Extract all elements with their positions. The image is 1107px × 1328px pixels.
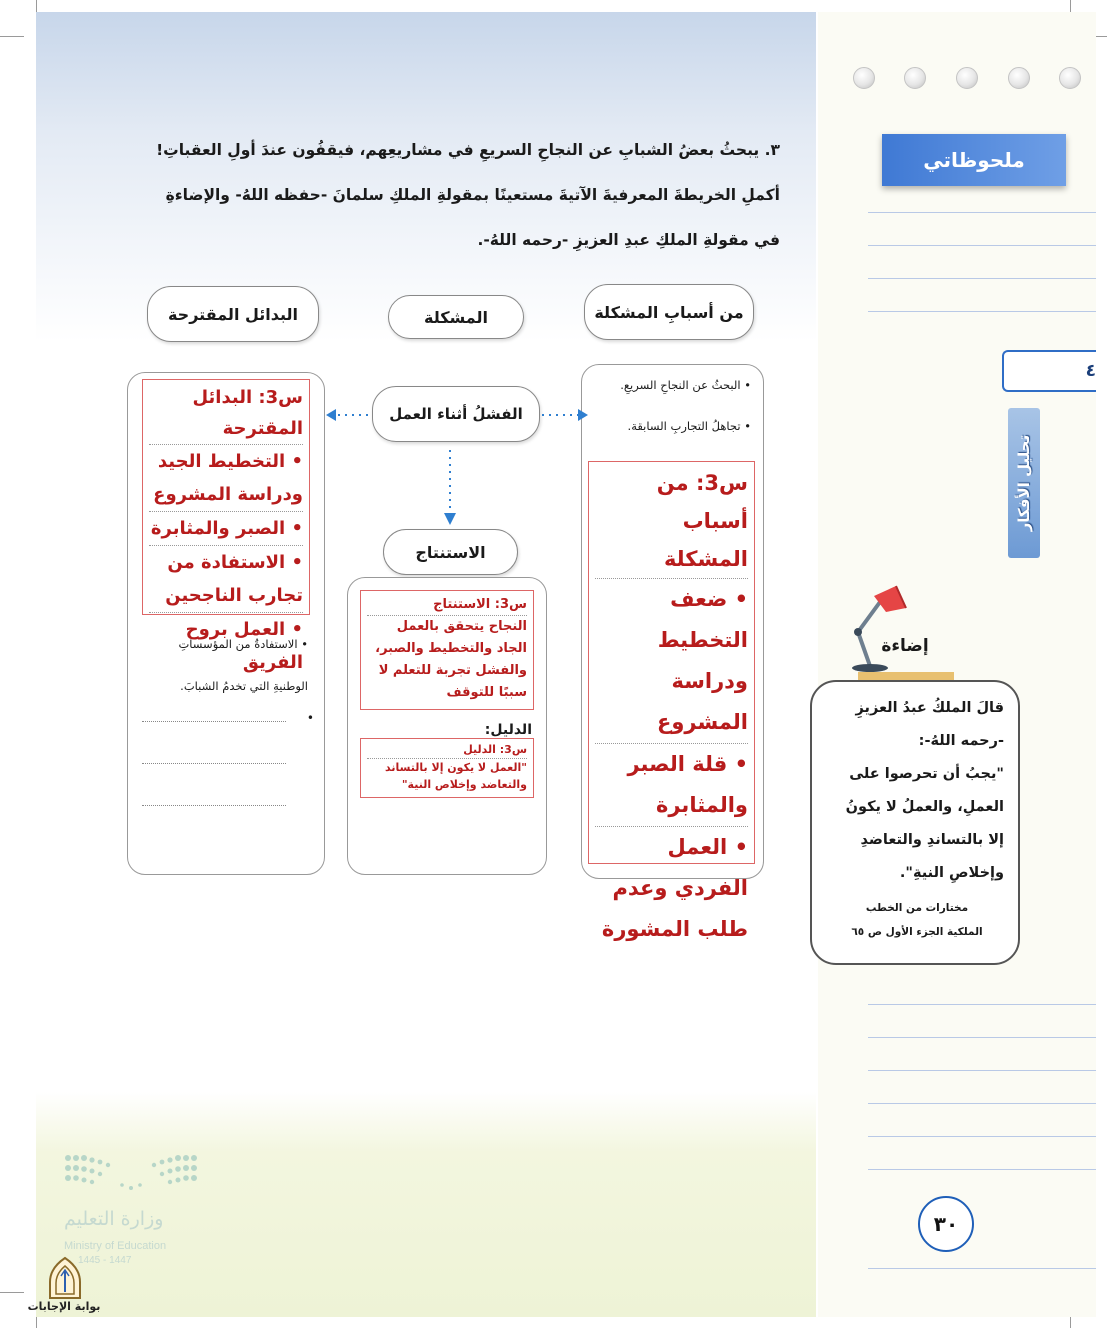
binder-ring bbox=[956, 67, 978, 89]
alternatives-answer-item: • التخطيط الجيد ودراسة المشروع bbox=[149, 445, 303, 512]
idea-underline bbox=[858, 672, 954, 680]
cause-printed-1: • البحثُ عن النجاحِ السريعِ. bbox=[620, 378, 751, 392]
notebook-rule-line bbox=[868, 1070, 1096, 1071]
header-alternatives: البدائل المقترحة bbox=[147, 286, 319, 342]
unit-name-tab: تحليل الأفكار bbox=[1008, 408, 1040, 558]
notebook-rule-line bbox=[868, 311, 1096, 312]
unit-number-tab: ٤ bbox=[1002, 350, 1096, 392]
conclusion-answer-text: النجاح يتحقق بالعمل الجاد والتخطيط والصبر، والفشل تجربة للتعلم لا سببًا للتوقف bbox=[375, 619, 527, 700]
notes-title: ملحوظاتي bbox=[882, 134, 1066, 186]
causes-answer-item: • قلة الصبر والمثابرة bbox=[595, 744, 748, 827]
binder-ring bbox=[904, 67, 926, 89]
conclusion-answer-title: س3: الاستنتاج bbox=[367, 595, 527, 616]
page-number: ٣٠ bbox=[918, 1196, 974, 1252]
notebook-rule-line bbox=[868, 1268, 1096, 1269]
quote-source: مختارات من الخطب الملكية الجزء الأول ص ٦٥ bbox=[851, 902, 983, 938]
causes-answer bbox=[588, 461, 755, 941]
arrowhead-left bbox=[326, 409, 336, 421]
notebook-rule-line bbox=[868, 278, 1096, 279]
question-line-2: أكملِ الخريطةَ المعرفيةَ الآتيةَ مستعينًا بمقولةِ الملكِ سلمانَ -حفظه اللهُ- والإضاءةِ bbox=[165, 186, 780, 204]
crop-mark bbox=[0, 36, 24, 37]
conclusion-box bbox=[347, 577, 547, 875]
alternatives-answer-title: س3: البدائل المقترحة bbox=[149, 382, 303, 445]
notebook-rule-line bbox=[868, 245, 1096, 246]
evidence-answer-text: "العمل لا يكون إلا بالتساند والتعاضد وإخلاص النية" bbox=[384, 761, 527, 791]
causes-answer-item: • ضعف التخطيط ودراسة المشروع bbox=[595, 579, 748, 744]
ministry-arabic: وزارة التعليم bbox=[64, 1208, 164, 1230]
ministry-years: 1445 - 1447 bbox=[78, 1255, 132, 1266]
notebook-rule-line bbox=[868, 1169, 1096, 1170]
question-text bbox=[120, 128, 780, 263]
alternatives-answer-item: • الاستفادة من تجارب الناجحين bbox=[149, 546, 303, 613]
alternative-blank-3 bbox=[142, 805, 286, 806]
answers-portal-watermark: بوابة الإجابات bbox=[27, 1300, 101, 1313]
evidence-answer bbox=[360, 738, 534, 798]
alternative-blank-2 bbox=[142, 763, 286, 764]
quote-text: قالَ الملكُ عبدُ العزيزِ -رحمه اللهُ-: "يجبُ أن تحرصوا على العملِ، والعملُ لا يكونُ إلا بالتساندِ والتعاضدِ وإخلاصِ النيةِ". bbox=[845, 700, 1004, 881]
causes-box bbox=[581, 364, 764, 941]
notebook-rule-line bbox=[868, 1103, 1096, 1104]
arrows bbox=[320, 395, 590, 530]
binder-ring bbox=[1008, 67, 1030, 89]
causes-answer-title: س3: من أسباب المشكلة bbox=[595, 464, 748, 579]
quote-box bbox=[810, 680, 1020, 965]
header-causes: من أسبابِ المشكلة bbox=[584, 284, 754, 340]
notebook-rule-line bbox=[868, 212, 1096, 213]
evidence-label: الدليل: bbox=[484, 722, 532, 738]
question-line-3: في مقولةِ الملكِ عبدِ العزيزِ -رحمه اللهُ-. bbox=[477, 231, 780, 249]
ministry-english: Ministry of Education bbox=[64, 1240, 167, 1252]
crop-mark bbox=[0, 1292, 24, 1293]
problem-box: الفشلُ أثناء العمل bbox=[372, 386, 540, 442]
alternative-printed: • الاستفادةُ من المؤسساتِ الوطنيةِ التي تخدمُ الشبابَ. bbox=[178, 637, 308, 693]
arrowhead-right bbox=[578, 409, 588, 421]
alternatives-answer-item: • الصبر والمثابرة bbox=[149, 512, 303, 546]
notebook-rule-line bbox=[868, 1037, 1096, 1038]
idea-label: إضاءة bbox=[881, 636, 929, 656]
desk-lamp-icon bbox=[844, 582, 914, 674]
alternative-blank-1 bbox=[142, 721, 286, 722]
question-line-1: ٣. يبحثُ بعضُ الشبابِ عن النجاحِ السريعِ في مشاريعِهم، فيقفُون عندَ أولِ العقباتِ! bbox=[156, 141, 780, 159]
bullet: • bbox=[306, 711, 314, 725]
conclusion-header: الاستنتاج bbox=[383, 529, 518, 575]
notebook-rule-line bbox=[868, 1136, 1096, 1137]
causes-answer-item: • العمل الفردي وعدم طلب المشورة bbox=[601, 835, 748, 941]
alternatives-answer-item: • العمل بروح الفريق bbox=[185, 619, 303, 673]
evidence-answer-title: س3: الدليل bbox=[367, 741, 527, 759]
header-problem: المشكلة bbox=[388, 295, 524, 339]
answers-portal-logo-icon bbox=[44, 1256, 86, 1302]
ministry-logo-icon bbox=[62, 1148, 200, 1198]
conclusion-answer bbox=[360, 590, 534, 710]
binder-ring bbox=[853, 67, 875, 89]
notebook-rule-line bbox=[868, 1004, 1096, 1005]
arrowhead-down bbox=[444, 513, 456, 525]
alternatives-box bbox=[127, 372, 325, 875]
binder-ring bbox=[1059, 67, 1081, 89]
cause-printed-2: • تجاهلُ التجاربِ السابقة. bbox=[627, 419, 751, 433]
